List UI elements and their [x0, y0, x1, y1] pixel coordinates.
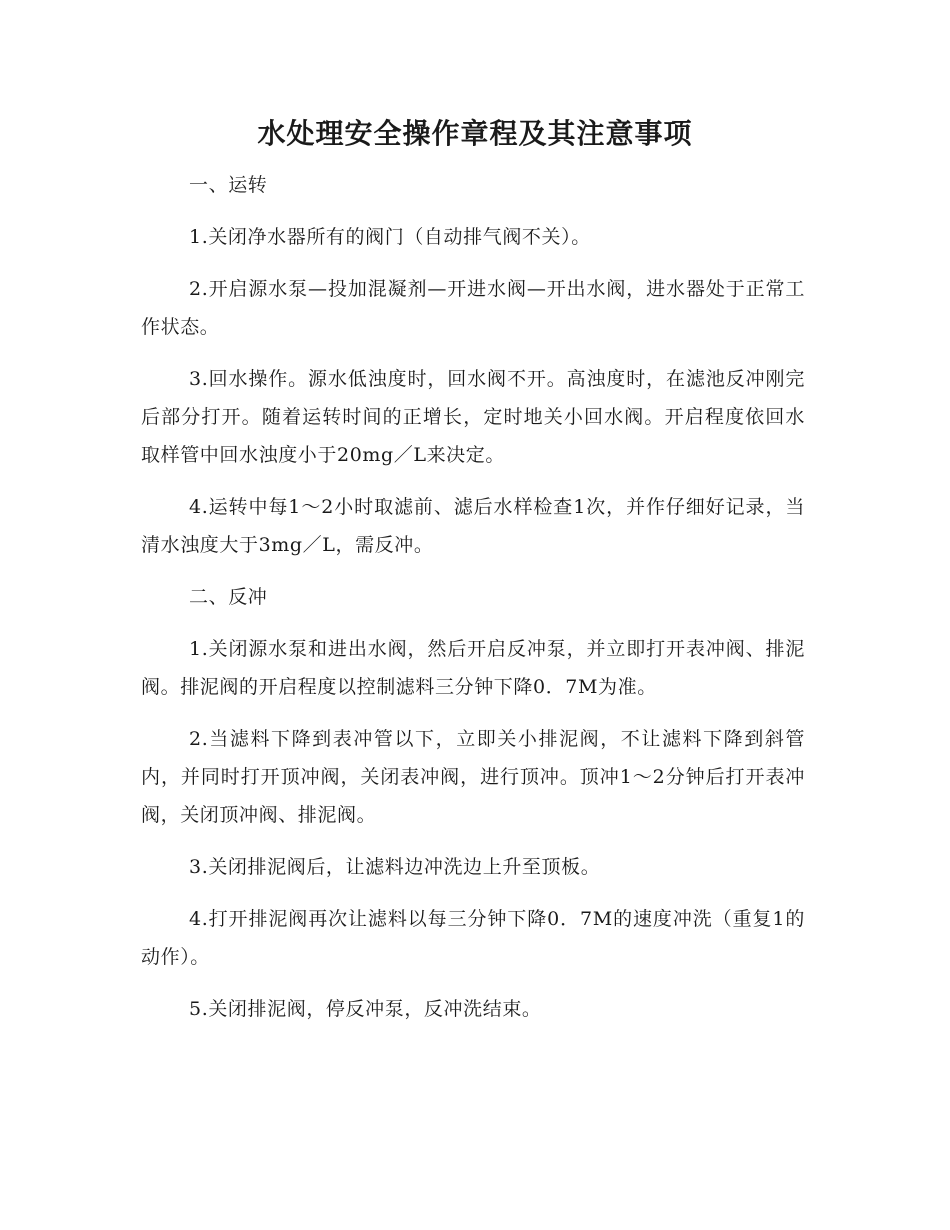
paragraph: 4.打开排泥阀再次让滤料以每三分钟下降0．7M的速度冲洗（重复1的动作）。	[141, 908, 805, 968]
paragraph: 1.关闭净水器所有的阀门（自动排气阀不关）。	[189, 226, 591, 248]
document-title: 水处理安全操作章程及其注意事项	[257, 117, 693, 150]
paragraph: 5.关闭排泥阀，停反冲泵，反冲洗结束。	[189, 998, 542, 1020]
paragraph: 3.关闭排泥阀后，让滤料边冲洗边上升至顶板。	[189, 856, 601, 878]
paragraph: 2.当滤料下降到表冲管以下，立即关小排泥阀，不让滤料下降到斜管内，并同时打开顶冲阀，关闭表冲阀，进行顶冲。顶冲1～2分钟后打开表冲阀，关闭顶冲阀、排泥阀。	[141, 728, 805, 826]
section-heading-operation: 一、运转	[189, 174, 268, 196]
paragraph: 1.关闭源水泵和进出水阀，然后开启反冲泵，并立即打开表冲阀、排泥阀。排泥阀的开启程度以控制滤料三分钟下降0．7M为准。	[141, 638, 805, 698]
paragraph: 2.开启源水泵—投加混凝剂—开进水阀—开出水阀，进水器处于正常工作状态。	[141, 278, 805, 338]
section-heading-backwash: 二、反冲	[189, 586, 268, 608]
paragraph: 3.回水操作。源水低浊度时，回水阀不开。高浊度时，在滤池反冲刚完后部分打开。随着运转时间的正增长，定时地关小回水阀。开启程度依回水取样管中回水浊度小于20mg／L来决定。	[141, 368, 805, 466]
paragraph: 4.运转中每1～2小时取滤前、滤后水样检查1次，并作仔细好记录，当清水浊度大于3mg／L，需反冲。	[141, 496, 805, 556]
document-body	[141, 166, 805, 1042]
